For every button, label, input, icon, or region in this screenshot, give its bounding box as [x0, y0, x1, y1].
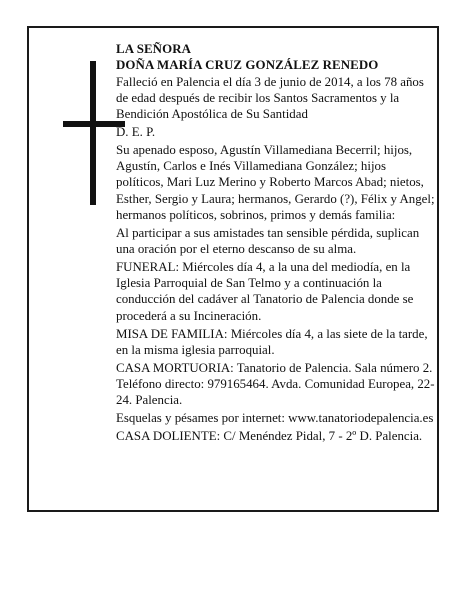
funeral-home-info: CASA MORTUORIA: Tanatorio de Palencia. Sala número 2. Teléfono directo: 979165464. Avda. Comunidad Europea, 22-24. Palencia. [116, 360, 435, 408]
death-announcement: Falleció en Palencia el día 3 de junio de 2014, a los 78 años de edad después de recibir los Santos Sacramentos y la Bendición Apostólica de Su Santidad [116, 74, 424, 122]
cross-vertical-bar [90, 61, 96, 205]
heading-title: LA SEÑORA [116, 42, 192, 56]
family-mass-info: MISA DE FAMILIA: Miércoles día 4, a las siete de la tarde, en la misma iglesia parroquial. [116, 326, 428, 357]
funeral-info: FUNERAL: Miércoles día 4, a la una del mediodía, en la Iglesia Parroquial de San Telmo y a continuación la conducción del cadáver al Tanatorio de Palencia donde se procederá a su Incineración. [116, 259, 414, 323]
obituary-notice [27, 26, 439, 512]
notice-text [116, 41, 436, 446]
prayer-request: Al participar a sus amistades tan sensible pérdida, suplican una oración por el eterno descanso de su alma. [116, 225, 420, 257]
online-condolences: Esquelas y pésames por internet: www.tanatoriodepalencia.es [116, 411, 434, 426]
deceased-name: DOÑA MARÍA CRUZ GONZÁLEZ RENEDO [116, 58, 379, 73]
family-home-info: CASA DOLIENTE: C/ Menéndez Pidal, 7 - 2º D. Palencia. [116, 428, 423, 443]
rip-line: D. E. P. [116, 124, 156, 139]
family-list: Su apenado esposo, Agustín Villamediana Becerril; hijos, Agustín, Carlos e Inés Villamediana González; hijos políticos, Mari Luz Merino y Roberto Marcos Abad; nietos, Esther, Sergio y Laura; hermanos, Gerardo (?), Félix y Angel; hermanos políticos, sobrinos, primos y demás familia: [116, 142, 435, 222]
